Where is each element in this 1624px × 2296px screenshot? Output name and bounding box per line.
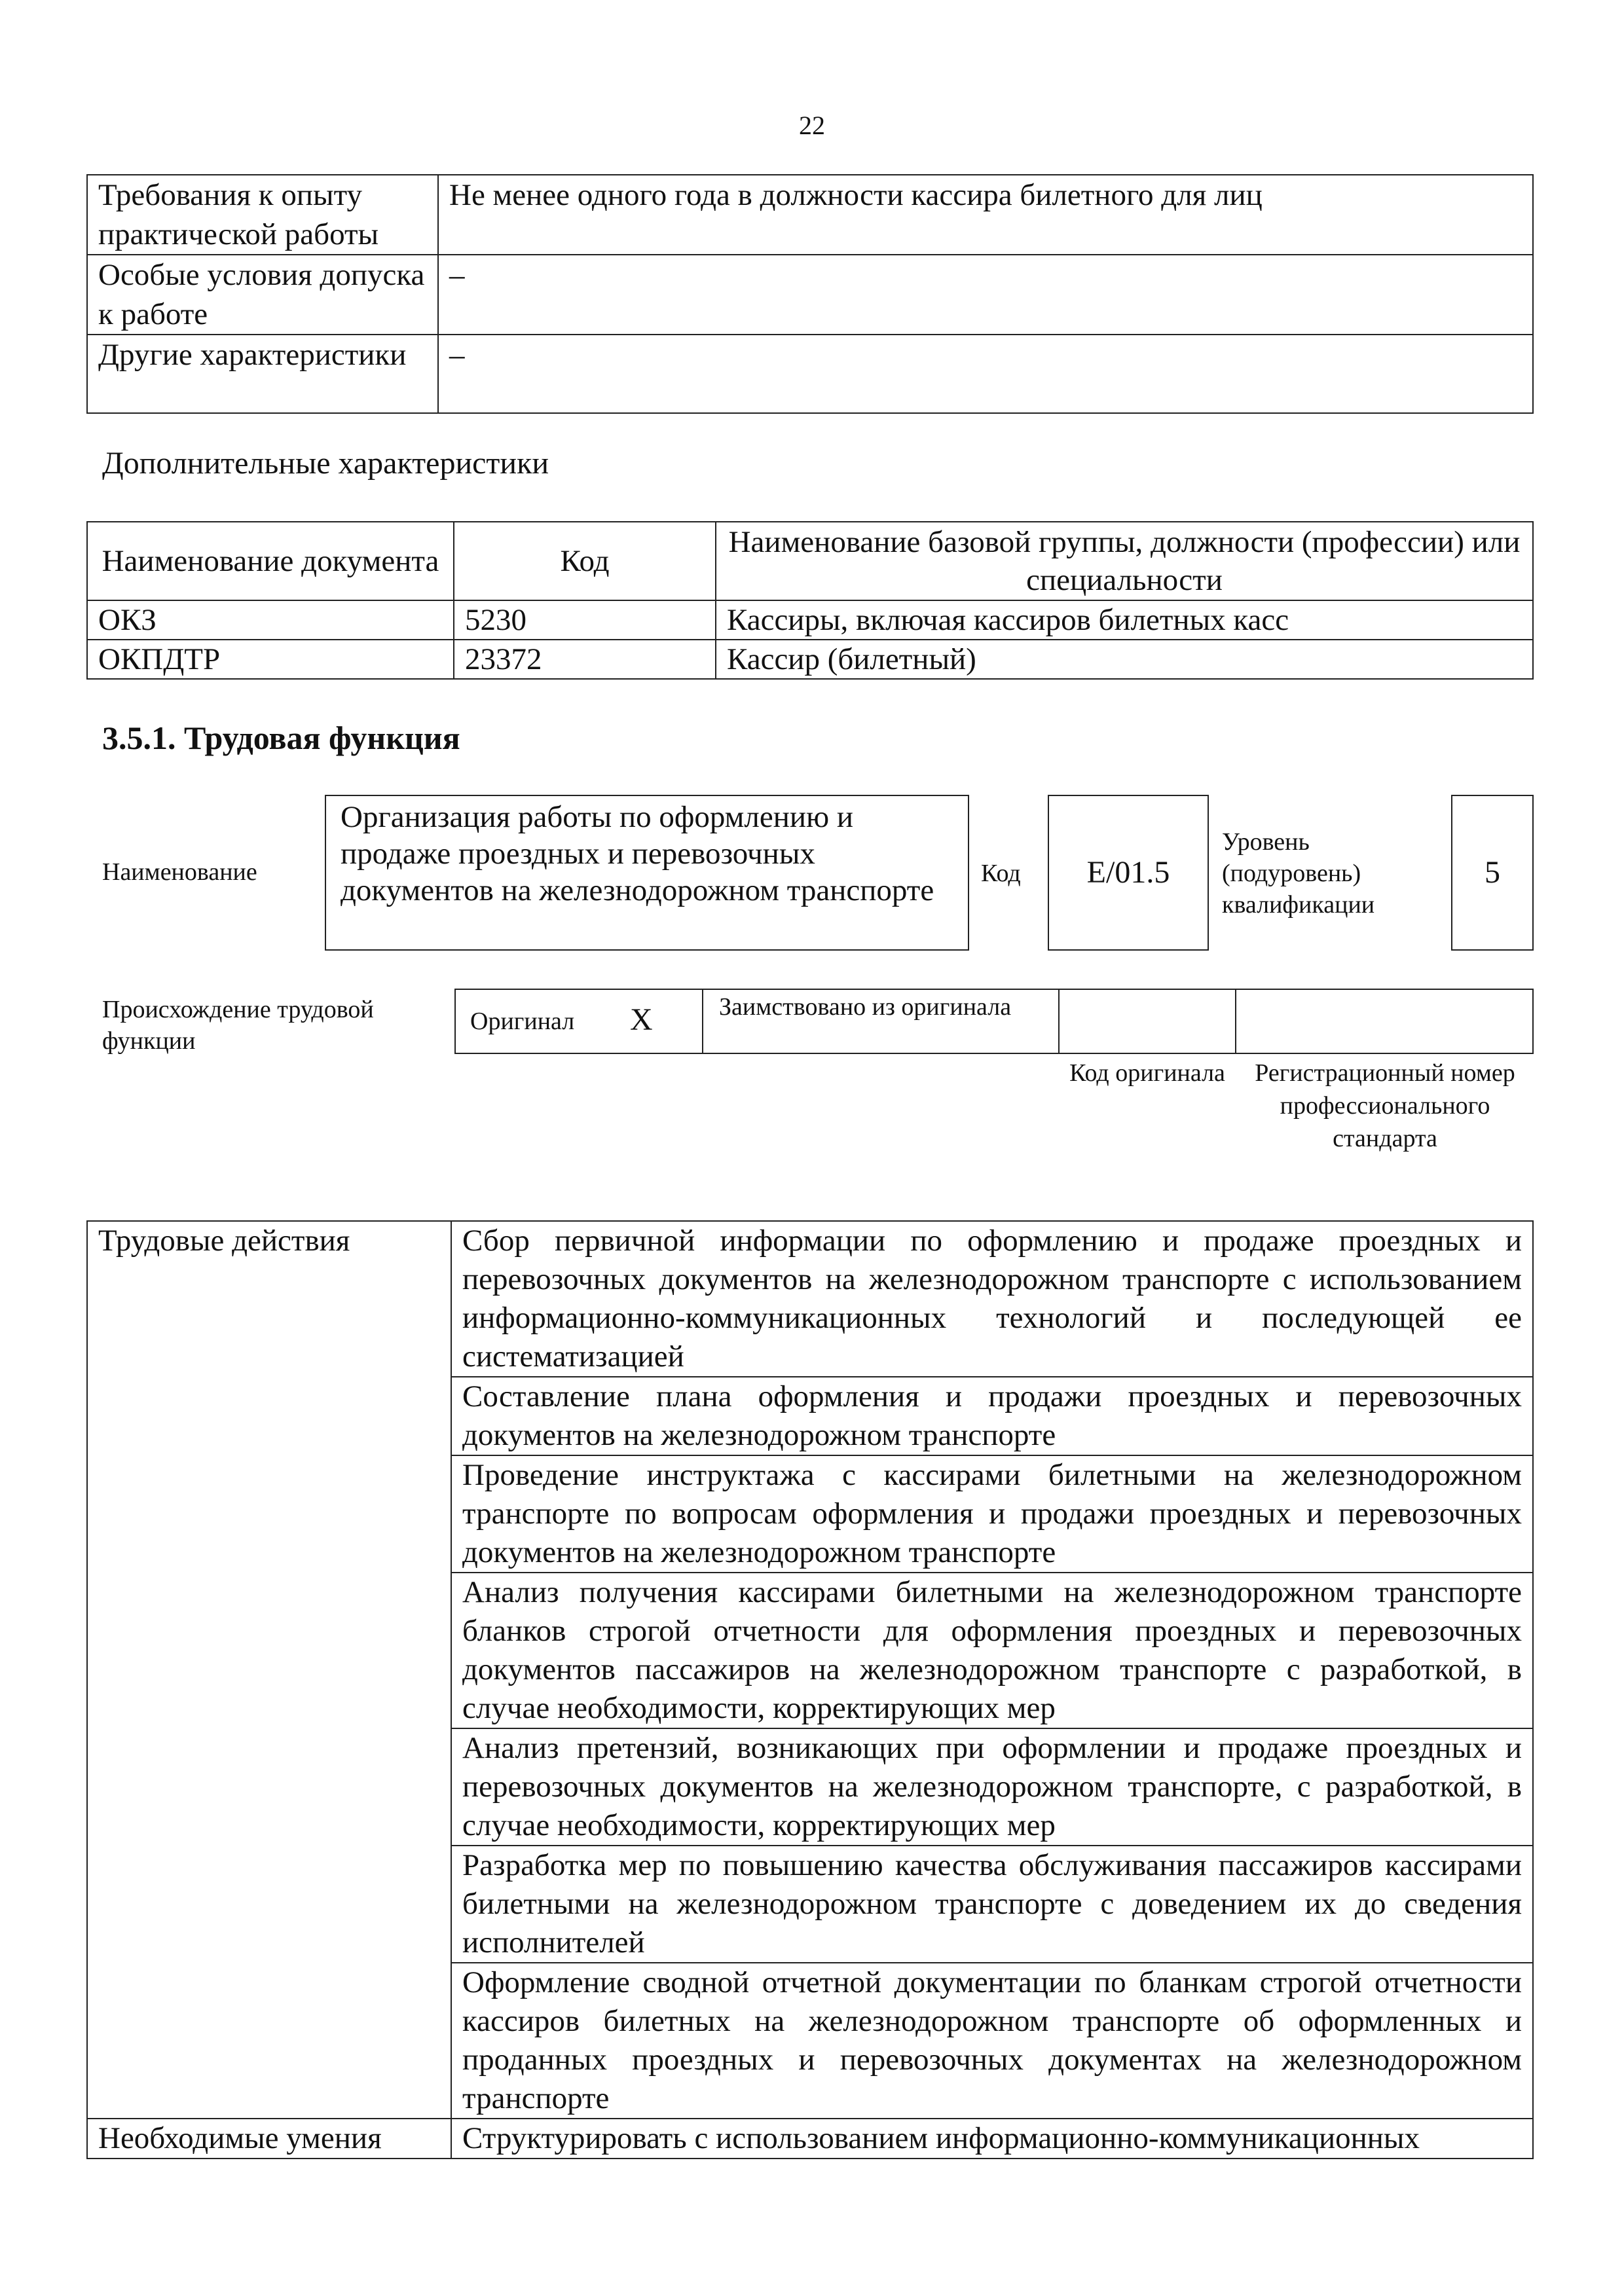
skill-item: Структурировать с использованием информационно-коммуникационных [451, 2119, 1533, 2159]
action-item: Проведение инструктажа с кассирами билетными на железнодорожном транспорте по вопросам оформления и продажи проездных и перевозочных документов на железнодорожном транспорте [451, 1455, 1533, 1573]
action-item: Разработка мер по повышению качества обслуживания пассажиров кассирами билетными на железнодорожном транспорте с доведением их до сведения исполнителей [451, 1846, 1533, 1963]
action-item: Анализ получения кассирами билетными на железнодорожном транспорте бланков строгой отчетности для оформления проездных и перевозочных документов пассажиров на железнодорожном транспорте с разработкой, в случае необходимости, корректирующих мер [451, 1573, 1533, 1728]
cell-doc: ОКПДТР [87, 640, 454, 679]
table-row [87, 1221, 1533, 1377]
header-group-name: Наименование базовой группы, должности (профессии) или специальности [716, 522, 1533, 600]
origin-reg-box [1235, 989, 1534, 1054]
header-doc-name: Наименование документа [87, 522, 454, 600]
level-label: Уровень (подуровень) квалификации [1222, 828, 1375, 919]
skills-label: Необходимые умения [87, 2119, 451, 2159]
table-row [87, 600, 1533, 640]
table-row [87, 335, 1533, 413]
additional-heading: Дополнительные характеристики [102, 446, 549, 481]
classifier-table [86, 521, 1534, 680]
section-title: 3.5.1. Трудовая функция [102, 720, 460, 756]
origin-code-box [1058, 989, 1236, 1054]
original-mark: X [630, 1002, 653, 1037]
table-header-row [87, 522, 1533, 600]
row-label: Особые условия допуска к работе [87, 255, 438, 335]
action-item: Составление плана оформления и продажи проездных и перевозочных документов на железнодорожном транспорте [451, 1377, 1533, 1455]
level-box [1451, 795, 1534, 951]
actions-table [86, 1220, 1534, 2159]
code-box [1048, 795, 1209, 951]
actions-label: Трудовые действия [87, 1221, 451, 2119]
function-name: Организация работы по оформлению и продаже проездных и перевозочных документов на железнодорожном транспорте [341, 800, 934, 907]
table-row [87, 640, 1533, 679]
table-row [87, 2119, 1533, 2159]
action-item: Оформление сводной отчетной документации по бланкам строгой отчетности кассиров билетных на железнодорожном транспорте об оформленных и проданных проездных и перевозочных документах на железнодорожном транспорте [451, 1963, 1533, 2119]
cell-code: 23372 [454, 640, 716, 679]
code-value: E/01.5 [1086, 855, 1170, 890]
origin-original-box [454, 989, 703, 1054]
origin-borrowed-box [702, 989, 1060, 1054]
table-row [87, 255, 1533, 335]
row-value: – [438, 335, 1533, 413]
row-label: Другие характеристики [87, 335, 438, 413]
row-value: Не менее одного года в должности кассира билетного для лиц [438, 175, 1533, 255]
cell-name: Кассиры, включая кассиров билетных касс [716, 600, 1533, 640]
page-number: 22 [799, 111, 825, 140]
code-label: Код [981, 860, 1021, 887]
action-item: Сбор первичной информации по оформлению и продаже проездных и перевозочных документов на железнодорожном транспорте с использованием информационно-коммуникационных технологий и последующей ее систематизацией [451, 1221, 1533, 1377]
header-code: Код [454, 522, 716, 600]
original-label: Оригинал [470, 1008, 575, 1035]
table-row [87, 175, 1533, 255]
borrowed-label: Заимствовано из оригинала [719, 993, 1012, 1021]
code-original-caption: Код оригинала [1069, 1059, 1225, 1087]
requirements-table [86, 174, 1534, 414]
name-label: Наименование [102, 858, 257, 886]
cell-name: Кассир (билетный) [716, 640, 1533, 679]
function-name-box [325, 795, 969, 951]
cell-doc: ОКЗ [87, 600, 454, 640]
row-label: Требования к опыту практической работы [87, 175, 438, 255]
level-value: 5 [1485, 855, 1500, 890]
row-value: – [438, 255, 1533, 335]
reg-number-caption: Регистрационный номер профессионального стандарта [1255, 1059, 1515, 1152]
origin-label: Происхождение трудовой функции [102, 996, 374, 1055]
action-item: Анализ претензий, возникающих при оформлении и продаже проездных и перевозочных документов на железнодорожном транспорте, с разработкой, в случае необходимости, корректирующих мер [451, 1728, 1533, 1846]
cell-code: 5230 [454, 600, 716, 640]
